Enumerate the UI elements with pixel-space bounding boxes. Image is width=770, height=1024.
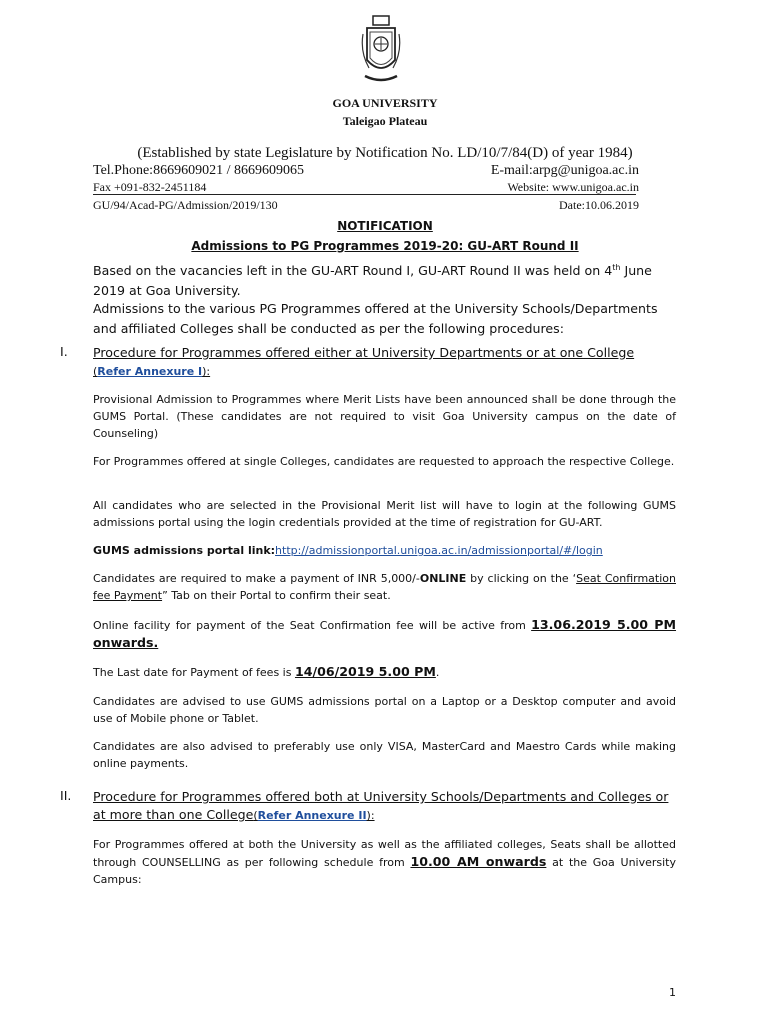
section-2-paragraph-counselling: For Programmes offered at both the University as well as the affiliated colleges, Seats shall be allotted through COUNSELLING as per following schedule from 10.00 AM onwards at the Goa University Campus: [93, 838, 677, 886]
fax-number: Fax +091-832-2451184 [93, 180, 207, 194]
section-1-paragraph-payment-window: Online facility for payment of the Seat Confirmation fee will be active from 13.06.2019 5.00 PM onwards. [93, 617, 677, 650]
portal-link-line: GUMS admissions portal link:http://admissionportal.unigoa.ac.in/admissionportal/#/login [93, 544, 603, 557]
section-1-number: I. [60, 344, 68, 359]
notice-date: Date:10.06.2019 [559, 198, 639, 212]
contact-row-phone-email [93, 163, 639, 179]
university-emblem-logo [361, 14, 401, 86]
notification-title: NOTIFICATION [337, 219, 433, 233]
page-number: 1 [669, 986, 676, 999]
section-1-paragraph-single-colleges: For Programmes offered at single Colleges, candidates are requested to approach the respective College. [93, 455, 675, 468]
section-1-paragraph-card-advice: Candidates are also advised to preferably use only VISA, MasterCard and Maestro Cards while making online payments. [93, 740, 676, 770]
section-1-paragraph-login: All candidates who are selected in the Provisional Merit list will have to login at the following GUMS admissions portal using the login credentials provided at the time of registration for GU-ART. [93, 499, 676, 529]
section-1-paragraph-last-date: The Last date for Payment of fees is 14/06/2019 5.00 PM. [93, 664, 440, 679]
intro-paragraph-1: Based on the vacancies left in the GU-ART Round I, GU-ART Round II was held on 4th June 2019 at Goa University. [93, 263, 652, 299]
portal-url-link[interactable]: http://admissionportal.unigoa.ac.in/admissionportal/#/login [275, 544, 603, 557]
refer-annexure-1-link[interactable]: Refer Annexure I [97, 365, 203, 378]
section-1-paragraph-device-advice: Candidates are advised to use GUMS admissions portal on a Laptop or a Desktop computer and avoid use of Mobile phone or Tablet. [93, 695, 676, 725]
header-divider [93, 194, 636, 195]
section-1-heading: Procedure for Programmes offered either at University Departments or at one College (Refer Annexure I): [93, 345, 635, 378]
contact-row-fax-website [93, 180, 639, 195]
university-name: GOA UNIVERSITY [332, 96, 438, 110]
telephone: Tel.Phone:8669609021 / 8669609065 [93, 163, 304, 178]
university-location: Taleigao Plateau [342, 114, 428, 128]
refer-annexure-2-link[interactable]: Refer Annexure II [257, 809, 367, 822]
website: Website: www.unigoa.ac.in [507, 180, 639, 194]
intro-paragraph-2: Admissions to the various PG Programmes offered at the University Schools/Departments and affiliated Colleges shall be conducted as per the following procedures: [93, 301, 658, 336]
section-2-heading: Procedure for Programmes offered both at University Schools/Departments and Colleges or at more than one College(Refer Annexure II): [93, 789, 669, 822]
section-1-paragraph-gums-admission: Provisional Admission to Programmes where Merit Lists have been announced shall be done through the GUMS Portal. (These candidates are not required to visit Goa University campus on the date of Counseling) [93, 393, 676, 440]
establishment-note: (Established by state Legislature by Notification No. LD/10/7/84(D) of year 1984) [137, 145, 633, 161]
section-1-paragraph-payment: Candidates are required to make a payment of INR 5,000/-ONLINE by clicking on the ‘Seat Confirmation fee Payment” Tab on their Portal to confirm their seat. [93, 572, 676, 602]
email-address: E-mail:arpg@unigoa.ac.in [490, 163, 639, 178]
reference-number: GU/94/Acad-PG/Admission/2019/130 [93, 198, 278, 212]
reference-row [93, 198, 639, 213]
section-2-number: II. [60, 788, 72, 803]
notification-subtitle: Admissions to PG Programmes 2019-20: GU-ART Round II [191, 239, 579, 253]
